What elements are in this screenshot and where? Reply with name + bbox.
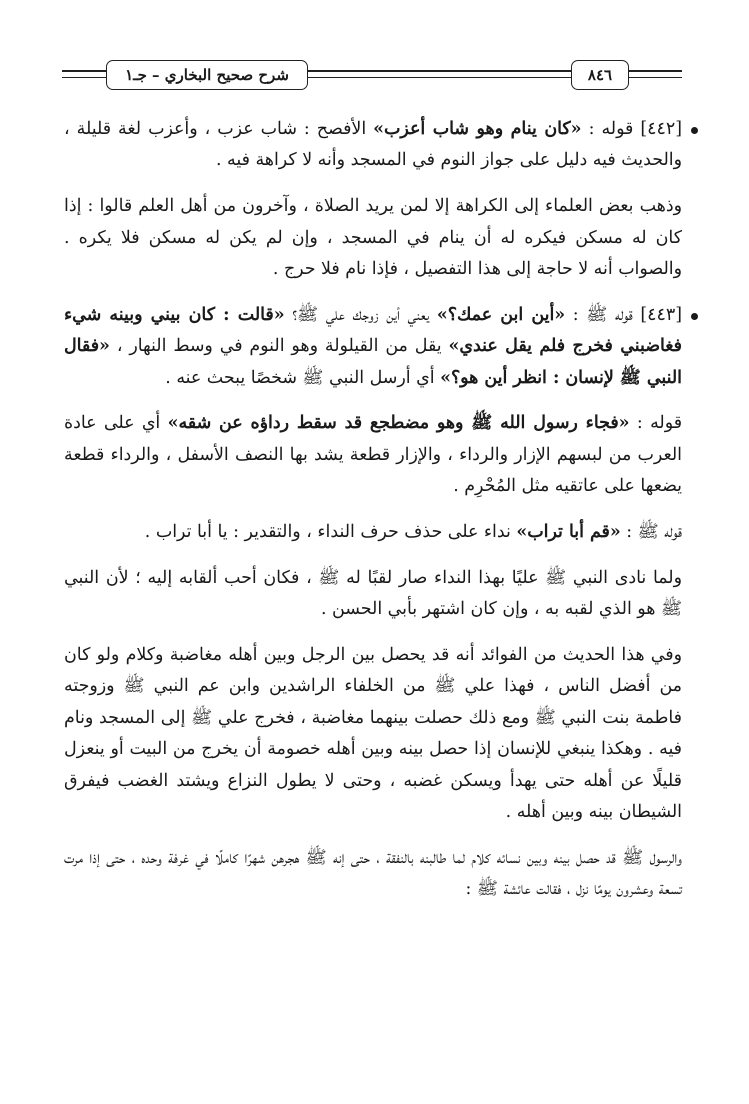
commentary-run: نداء على حذف حرف النداء ، والتقدير : يا أبا تراب . [144,522,517,543]
page-number: ٨٤٦ [571,60,629,90]
header-rule-left-bottom [62,77,106,78]
running-title: شرح صحيح البخاري – جـ١ [106,60,308,90]
header-rule-left-top [62,70,106,72]
commentary-run: وذهب بعض العلماء إلى الكراهة إلا لمن يريد الصلاة ، وآخرون من أهل العلم قالوا : إذا كان له مسكن فيكره له أن ينام في المسجد ، وإن لم يكن له مسكن فلا يكره . والصواب أنه لا حاجة إلى هذا التفصيل ، فإذا نام فلا حرج . [64,196,682,280]
running-header [0,0,749,100]
commentary-run: أي على عادة العرب من لبسهم الإزار والرداء ، والإزار قطعة يشد بها النصف الأسفل ، والرداء قطعة يضعها على عاتقيه مثل المُحْرِم . [64,413,682,497]
commentary-run: يعني أين زوجك علي ﷺ؟ [284,304,437,325]
commentary-run: وفي هذا الحديث من الفوائد أنه قد يحصل بين الرجل وبين أهله مغاضبة وكلام ولو كان من أفضل الناس ، فهذا علي ﷺ من الخلفاء الراشدين وابن عم النبي ﷺ وزوجته فاطمة بنت النبي ﷺ ومع ذلك حصلت بينهما مغاضبة ، فخرج علي ﷺ إلى المسجد ونام فيه . وهكذا ينبغي للإنسان إذا حصل بينه وبين أهله خصومة أن يخرج من البيت أو ينعزل قليلًا عن أهله حتى يهدأ ويسكن غضبه ، وحتى لا يطول النزاع ويشتد الغضب فيفرق الشيطان بينه وبين أهله . [64,645,682,823]
hadith-quote: «كان ينام وهو شاب أعزب» [373,119,582,139]
commentary-paragraph [64,843,682,906]
commentary-text [64,114,682,920]
bullet-marker [691,313,698,320]
hadith-quote: «قالت : كان بيني وبينه شيء فغاضبني فخرج فلم يقل عندي» [64,304,682,357]
commentary-paragraph [64,517,682,548]
commentary-paragraph [64,408,682,502]
commentary-run: والرسول ﷺ قد حصل بينه وبين نسائه كلام لما طالبنه بالنفقة ، حتى إنه ﷺ هجرهن شهرًا كاملًا في غرفة وحده ، حتى إذا مرت تسعة وعشرون يومًا نزل ، فقالت عائشة ﷺ : [64,847,682,900]
header-rule-right-top [628,70,682,72]
hadith-commentary-entry [64,114,682,177]
commentary-run: الأفصح : شاب عزب ، وأعزب لغة قليلة ، والحديث فيه دليل على جواز النوم في المسجد وأنه لا كراهة فيه . [64,119,682,171]
hadith-quote: «قم أبا تراب» [516,522,621,543]
commentary-run: يقل من القيلولة وهو النوم في وسط النهار ، [109,336,449,357]
commentary-run: قوله ﷺ : [620,522,682,543]
commentary-run: أي أرسل النبي ﷺ شخصًا يبحث عنه . [165,367,441,388]
header-rule-middle-bottom [307,77,571,78]
hadith-quote: «أين ابن عمك؟» [436,304,566,325]
commentary-run: ولما نادى النبي ﷺ عليًا بهذا النداء صار لقبًا له ﷺ ، فكان أحب ألقابه إليه ؛ لأن النبي ﷺ هو الذي لقبه به ، وإن كان اشتهر بأبي الحسن . [64,567,682,620]
header-rule-middle-top [307,70,571,72]
header-rule-right-bottom [628,77,682,78]
bullet-marker [691,127,698,134]
commentary-paragraph [64,191,682,285]
commentary-paragraph [64,563,682,626]
commentary-paragraph [64,640,682,828]
hadith-commentary-entry [64,300,682,394]
commentary-run: قوله : [629,413,683,434]
commentary-run: [٤٤٢] قوله : [581,119,682,139]
commentary-run: [٤٤٣] قوله ﷺ : [565,304,682,325]
hadith-quote: «فقال النبي ﷺ لإنسان : انظر أين هو؟» [64,336,682,388]
hadith-quote: «فجاء رسول الله ﷺ وهو مضطجع قد سقط رداؤه عن شقه» [167,413,630,434]
